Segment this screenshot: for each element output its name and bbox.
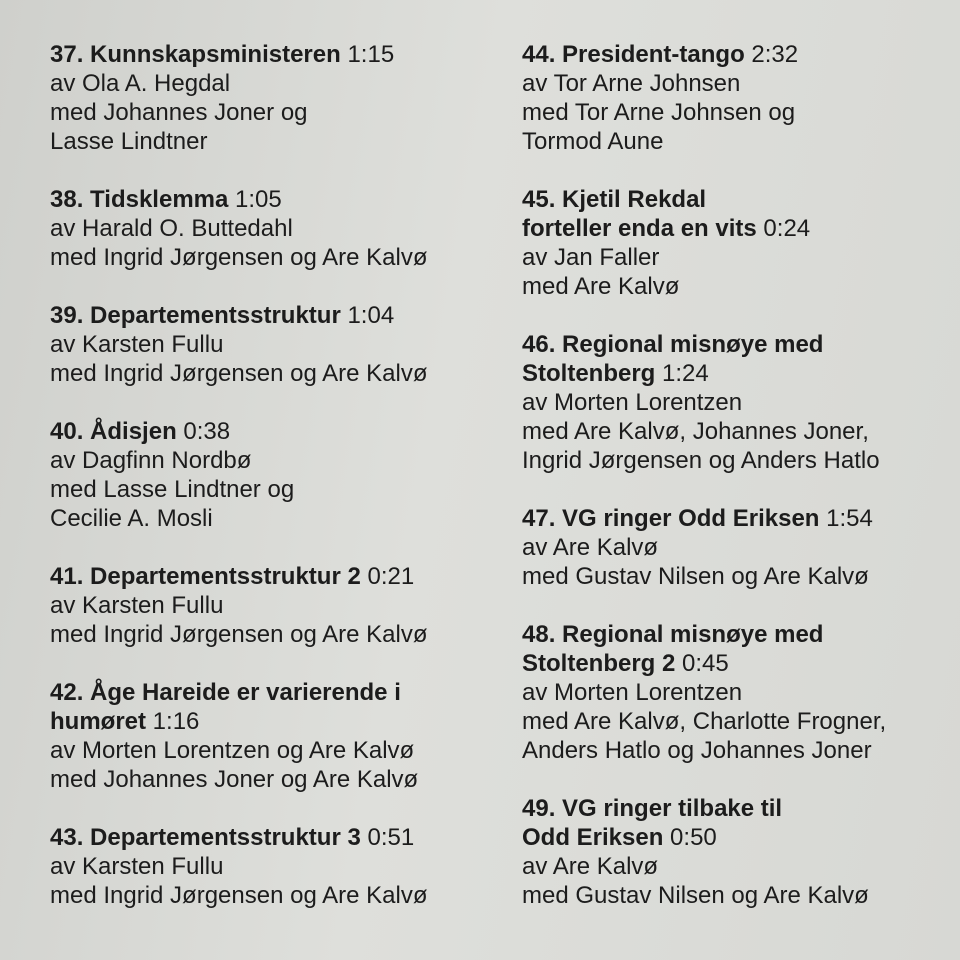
track-title-line [522,649,947,678]
track-author: av Morten Lorentzen [522,389,743,416]
track-entry [522,185,947,301]
track-title: Kjetil Rekdal [562,186,707,213]
track-performers: Tormod Aune [522,128,664,155]
track-author: av Ola A. Hegdal [50,70,231,97]
track-number: 40. [50,418,84,445]
track-performers: med Are Kalvø, Johannes Joner, [522,418,869,445]
track-number: 48. [522,621,556,648]
track-duration: 1:04 [347,302,395,329]
track-entry [50,417,490,533]
track-entry [50,301,490,388]
track-title: Departementsstruktur 3 [90,824,361,851]
track-title: Departementsstruktur [90,302,341,329]
track-title-line [522,504,947,533]
track-performers: Ingrid Jørgensen og Anders Hatlo [522,447,880,474]
track-number: 37. [50,41,84,68]
track-number: 38. [50,186,84,213]
track-duration: 1:24 [662,360,709,387]
track-title: Tidsklemma [90,186,229,213]
track-title-line [522,794,947,823]
track-title: Ådisjen [90,418,177,445]
track-performers: med Johannes Joner og [50,99,308,126]
track-author: av Are Kalvø [522,534,659,561]
track-author: av Are Kalvø [522,853,659,880]
track-performers: Cecilie A. Mosli [50,505,213,532]
track-title-line [50,417,490,446]
track-duration: 0:24 [763,215,811,242]
track-title-line [50,678,490,707]
track-title-line [522,330,947,359]
track-performers: med Johannes Joner og Are Kalvø [50,766,419,793]
track-author: av Harald O. Buttedahl [50,215,293,242]
track-title-line [50,40,490,69]
tracklist-column-left [50,40,490,939]
track-title: humøret [50,708,146,735]
track-title-line [50,707,490,736]
track-title-line [522,823,947,852]
track-entry [50,562,490,649]
track-number: 43. [50,824,84,851]
track-performers: med Gustav Nilsen og Are Kalvø [522,882,869,909]
track-title: Regional misnøye med [562,621,824,648]
track-title-line [522,40,947,69]
track-title: Odd Eriksen [522,824,664,851]
track-author: av Morten Lorentzen og Are Kalvø [50,737,415,764]
track-performers: med Gustav Nilsen og Are Kalvø [522,563,869,590]
track-title: VG ringer Odd Eriksen [562,505,820,532]
track-title: Kunnskapsministeren [90,41,341,68]
track-author: av Karsten Fullu [50,592,224,619]
track-performers: med Lasse Lindtner og [50,476,295,503]
track-title: forteller enda en vits [522,215,757,242]
tracklist-column-right [522,40,947,939]
track-performers: Anders Hatlo og Johannes Joner [522,737,872,764]
track-title: Stoltenberg 2 [522,650,676,677]
track-title: Regional misnøye med [562,331,824,358]
track-title-line [522,214,947,243]
track-performers: med Tor Arne Johnsen og [522,99,796,126]
track-performers: med Ingrid Jørgensen og Are Kalvø [50,882,428,909]
track-title: Departementsstruktur 2 [90,563,361,590]
track-title-line [50,185,490,214]
track-title: President-tango [562,41,745,68]
track-entry [50,185,490,272]
track-number: 39. [50,302,84,329]
track-entry [522,40,947,156]
track-duration: 0:50 [670,824,717,851]
track-duration: 0:38 [183,418,231,445]
track-number: 45. [522,186,556,213]
track-author: av Tor Arne Johnsen [522,70,741,97]
track-number: 46. [522,331,556,358]
track-entry [50,40,490,156]
track-entry [522,794,947,910]
track-entry [522,620,947,765]
track-title-line [522,185,947,214]
track-duration: 1:16 [152,708,200,735]
track-title-line [50,562,490,591]
track-author: av Karsten Fullu [50,853,224,880]
track-performers: med Are Kalvø [522,273,680,300]
track-duration: 1:05 [235,186,282,213]
track-duration: 1:15 [347,41,395,68]
track-duration: 2:32 [751,41,799,68]
track-number: 44. [522,41,556,68]
track-title-line [50,301,490,330]
track-performers: med Ingrid Jørgensen og Are Kalvø [50,244,428,271]
track-number: 42. [50,679,84,706]
track-number: 41. [50,563,84,590]
track-number: 49. [522,795,556,822]
track-entry [522,504,947,591]
track-title-line [522,620,947,649]
track-title: Åge Hareide er varierende i [90,679,401,706]
track-title-line [522,359,947,388]
track-author: av Dagfinn Nordbø [50,447,252,474]
track-entry [50,823,490,910]
track-performers: Lasse Lindtner [50,128,208,155]
track-duration: 1:54 [826,505,873,532]
track-number: 47. [522,505,556,532]
track-entry [50,678,490,794]
track-author: av Jan Faller [522,244,660,271]
track-duration: 0:51 [367,824,415,851]
track-entry [522,330,947,475]
track-author: av Morten Lorentzen [522,679,743,706]
track-performers: med Are Kalvø, Charlotte Frogner, [522,708,887,735]
track-duration: 0:45 [682,650,729,677]
track-title: Stoltenberg [522,360,656,387]
track-performers: med Ingrid Jørgensen og Are Kalvø [50,621,428,648]
track-title: VG ringer tilbake til [562,795,783,822]
track-title-line [50,823,490,852]
track-author: av Karsten Fullu [50,331,224,358]
track-performers: med Ingrid Jørgensen og Are Kalvø [50,360,428,387]
track-duration: 0:21 [367,563,415,590]
